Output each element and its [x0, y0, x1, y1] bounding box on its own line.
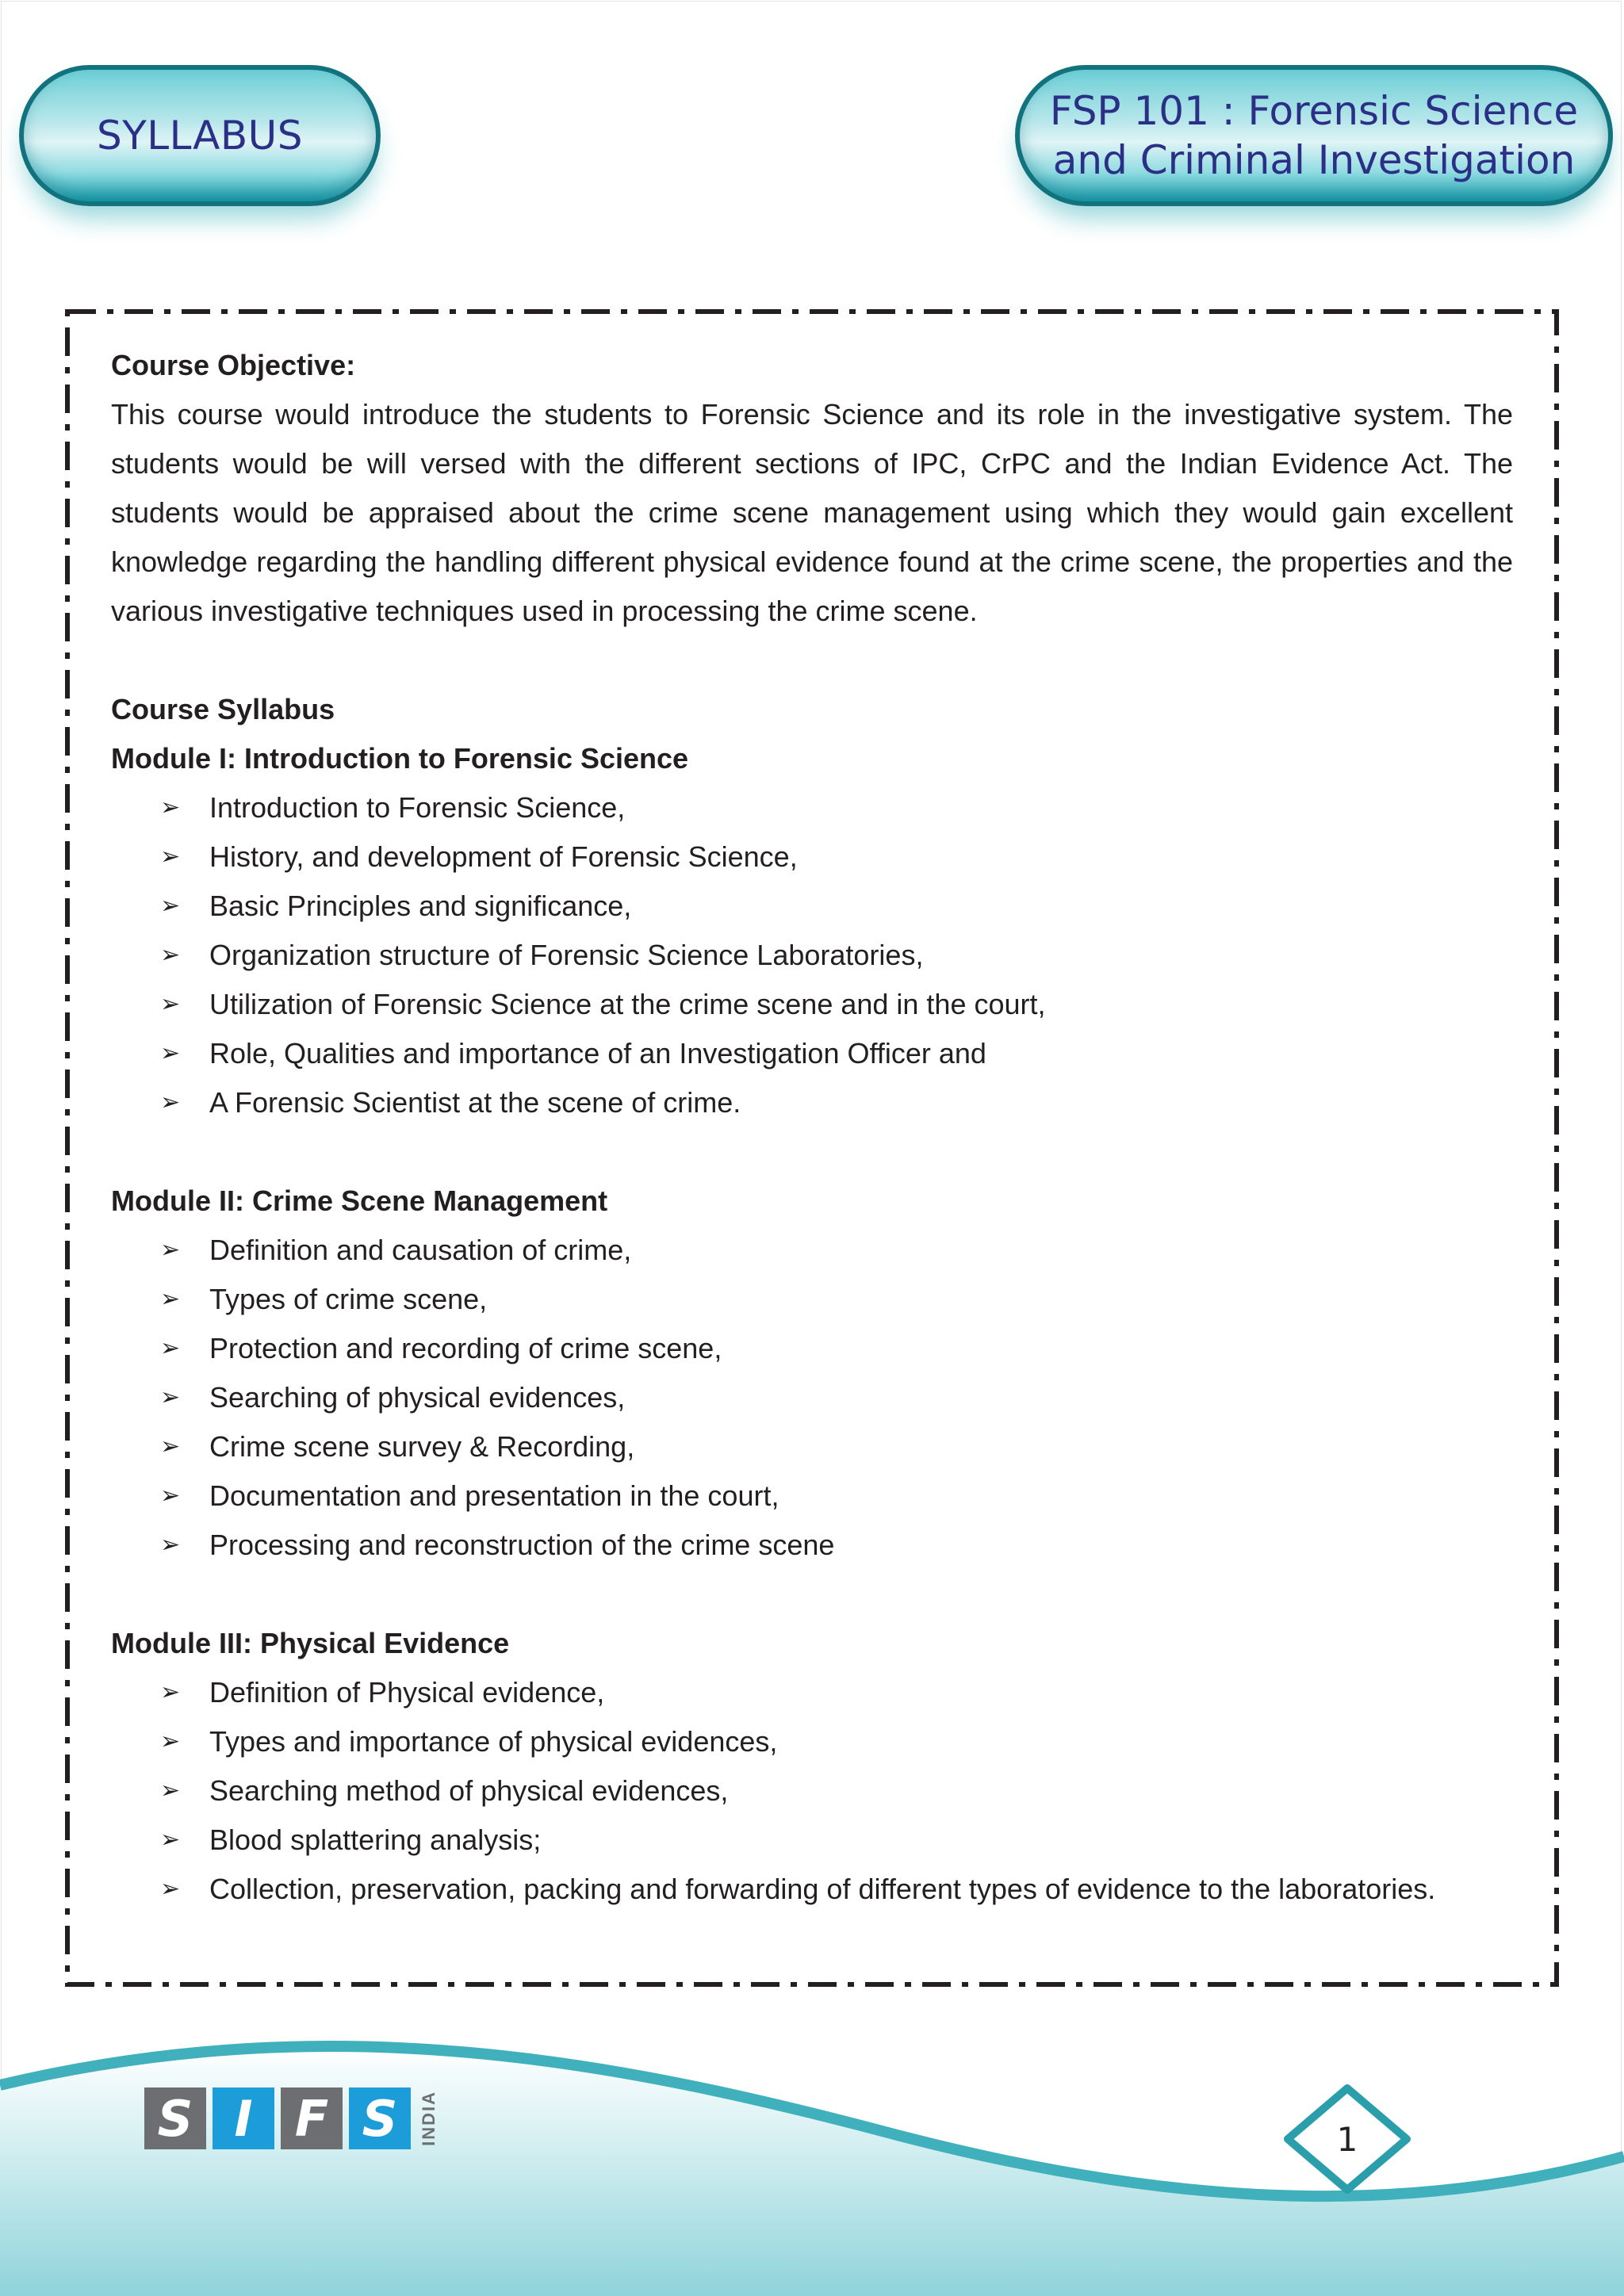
arrow-bullet-icon: ➢	[160, 1777, 181, 1804]
course-title-badge	[1015, 65, 1613, 206]
list-item: ➢ A Forensic Scientist at the scene of crime.	[111, 1078, 1513, 1127]
page-number: 1	[1336, 2119, 1358, 2159]
list-item: ➢ Blood splattering analysis;	[111, 1816, 1513, 1865]
arrow-bullet-icon: ➢	[160, 1875, 181, 1903]
course-title-line-2: and Criminal Investigation	[1052, 137, 1576, 183]
list-item: ➢ Types of crime scene,	[111, 1275, 1513, 1324]
logo-tile-s: S	[144, 2087, 206, 2149]
logo-tile-i-microscope: I	[213, 2087, 274, 2149]
objective-heading: Course Objective:	[111, 349, 356, 381]
list-item: ➢ Definition of Physical evidence,	[111, 1668, 1513, 1717]
arrow-bullet-icon: ➢	[160, 1334, 181, 1362]
list-item: ➢ Protection and recording of crime scene,	[111, 1324, 1513, 1373]
list-item: ➢ Searching of physical evidences,	[111, 1373, 1513, 1422]
list-item: ➢ Documentation and presentation in the court,	[111, 1471, 1513, 1521]
module-2-list	[111, 1226, 1513, 1570]
module-3-list	[111, 1668, 1513, 1914]
list-item: ➢ History, and development of Forensic Science,	[111, 832, 1513, 882]
list-item: ➢ Definition and causation of crime,	[111, 1226, 1513, 1275]
list-item: ➢ Searching method of physical evidences,	[111, 1766, 1513, 1816]
module-title: Module III: Physical Evidence	[111, 1627, 510, 1659]
list-item: ➢ Collection, preservation, packing and forwarding of different types of evidence to the laboratories.	[111, 1865, 1513, 1914]
list-item: ➢ Utilization of Forensic Science at the crime scene and in the court,	[111, 980, 1513, 1029]
arrow-bullet-icon: ➢	[160, 1826, 181, 1854]
arrow-bullet-icon: ➢	[160, 1482, 181, 1510]
syllabus-badge-label: SYLLABUS	[97, 113, 303, 159]
list-item: ➢ Role, Qualities and importance of an Investigation Officer and	[111, 1029, 1513, 1078]
list-item: ➢ Processing and reconstruction of the crime scene	[111, 1521, 1513, 1570]
arrow-bullet-icon: ➢	[160, 1236, 181, 1264]
logo-tile-s2: S	[349, 2087, 411, 2149]
module-1-list	[111, 783, 1513, 1127]
syllabus-heading: Course Syllabus	[111, 693, 335, 725]
arrow-bullet-icon: ➢	[160, 1089, 181, 1116]
arrow-bullet-icon: ➢	[160, 794, 181, 821]
sifs-logo	[144, 2087, 439, 2150]
arrow-bullet-icon: ➢	[160, 1285, 181, 1313]
list-item: ➢ Types and importance of physical evidences,	[111, 1717, 1513, 1766]
list-item: ➢ Crime scene survey & Recording,	[111, 1422, 1513, 1471]
arrow-bullet-icon: ➢	[160, 1531, 181, 1559]
module-title: Module I: Introduction to Forensic Science	[111, 742, 689, 775]
arrow-bullet-icon: ➢	[160, 1433, 181, 1460]
list-item: ➢ Introduction to Forensic Science,	[111, 783, 1513, 832]
arrow-bullet-icon: ➢	[160, 1039, 181, 1067]
arrow-bullet-icon: ➢	[160, 1728, 181, 1755]
arrow-bullet-icon: ➢	[160, 941, 181, 969]
objective-text: This course would introduce the students to Forensic Science and its role in the investigative system. The students would be will versed with the different sections of IPC, CrPC and the Indian Evidence Act. The students would be appraised about the crime scene management using which they would gain excellent knowledge regarding the handling different physical evidence found at the crime scene, the properties and the various investigative techniques used in processing the crime scene.	[111, 398, 1513, 627]
arrow-bullet-icon: ➢	[160, 892, 181, 920]
module-title: Module II: Crime Scene Management	[111, 1184, 608, 1217]
logo-tile-f: F	[281, 2087, 343, 2149]
list-item: ➢ Organization structure of Forensic Science Laboratories,	[111, 931, 1513, 980]
list-item: ➢ Basic Principles and significance,	[111, 882, 1513, 931]
syllabus-badge	[19, 65, 381, 206]
arrow-bullet-icon: ➢	[160, 1678, 181, 1706]
course-title-line-1: FSP 101 : Forensic Science	[1049, 88, 1579, 134]
logo-country: INDIA	[419, 2091, 439, 2146]
arrow-bullet-icon: ➢	[160, 990, 181, 1018]
arrow-bullet-icon: ➢	[160, 843, 181, 871]
arrow-bullet-icon: ➢	[160, 1383, 181, 1411]
syllabus-content	[111, 341, 1513, 1914]
